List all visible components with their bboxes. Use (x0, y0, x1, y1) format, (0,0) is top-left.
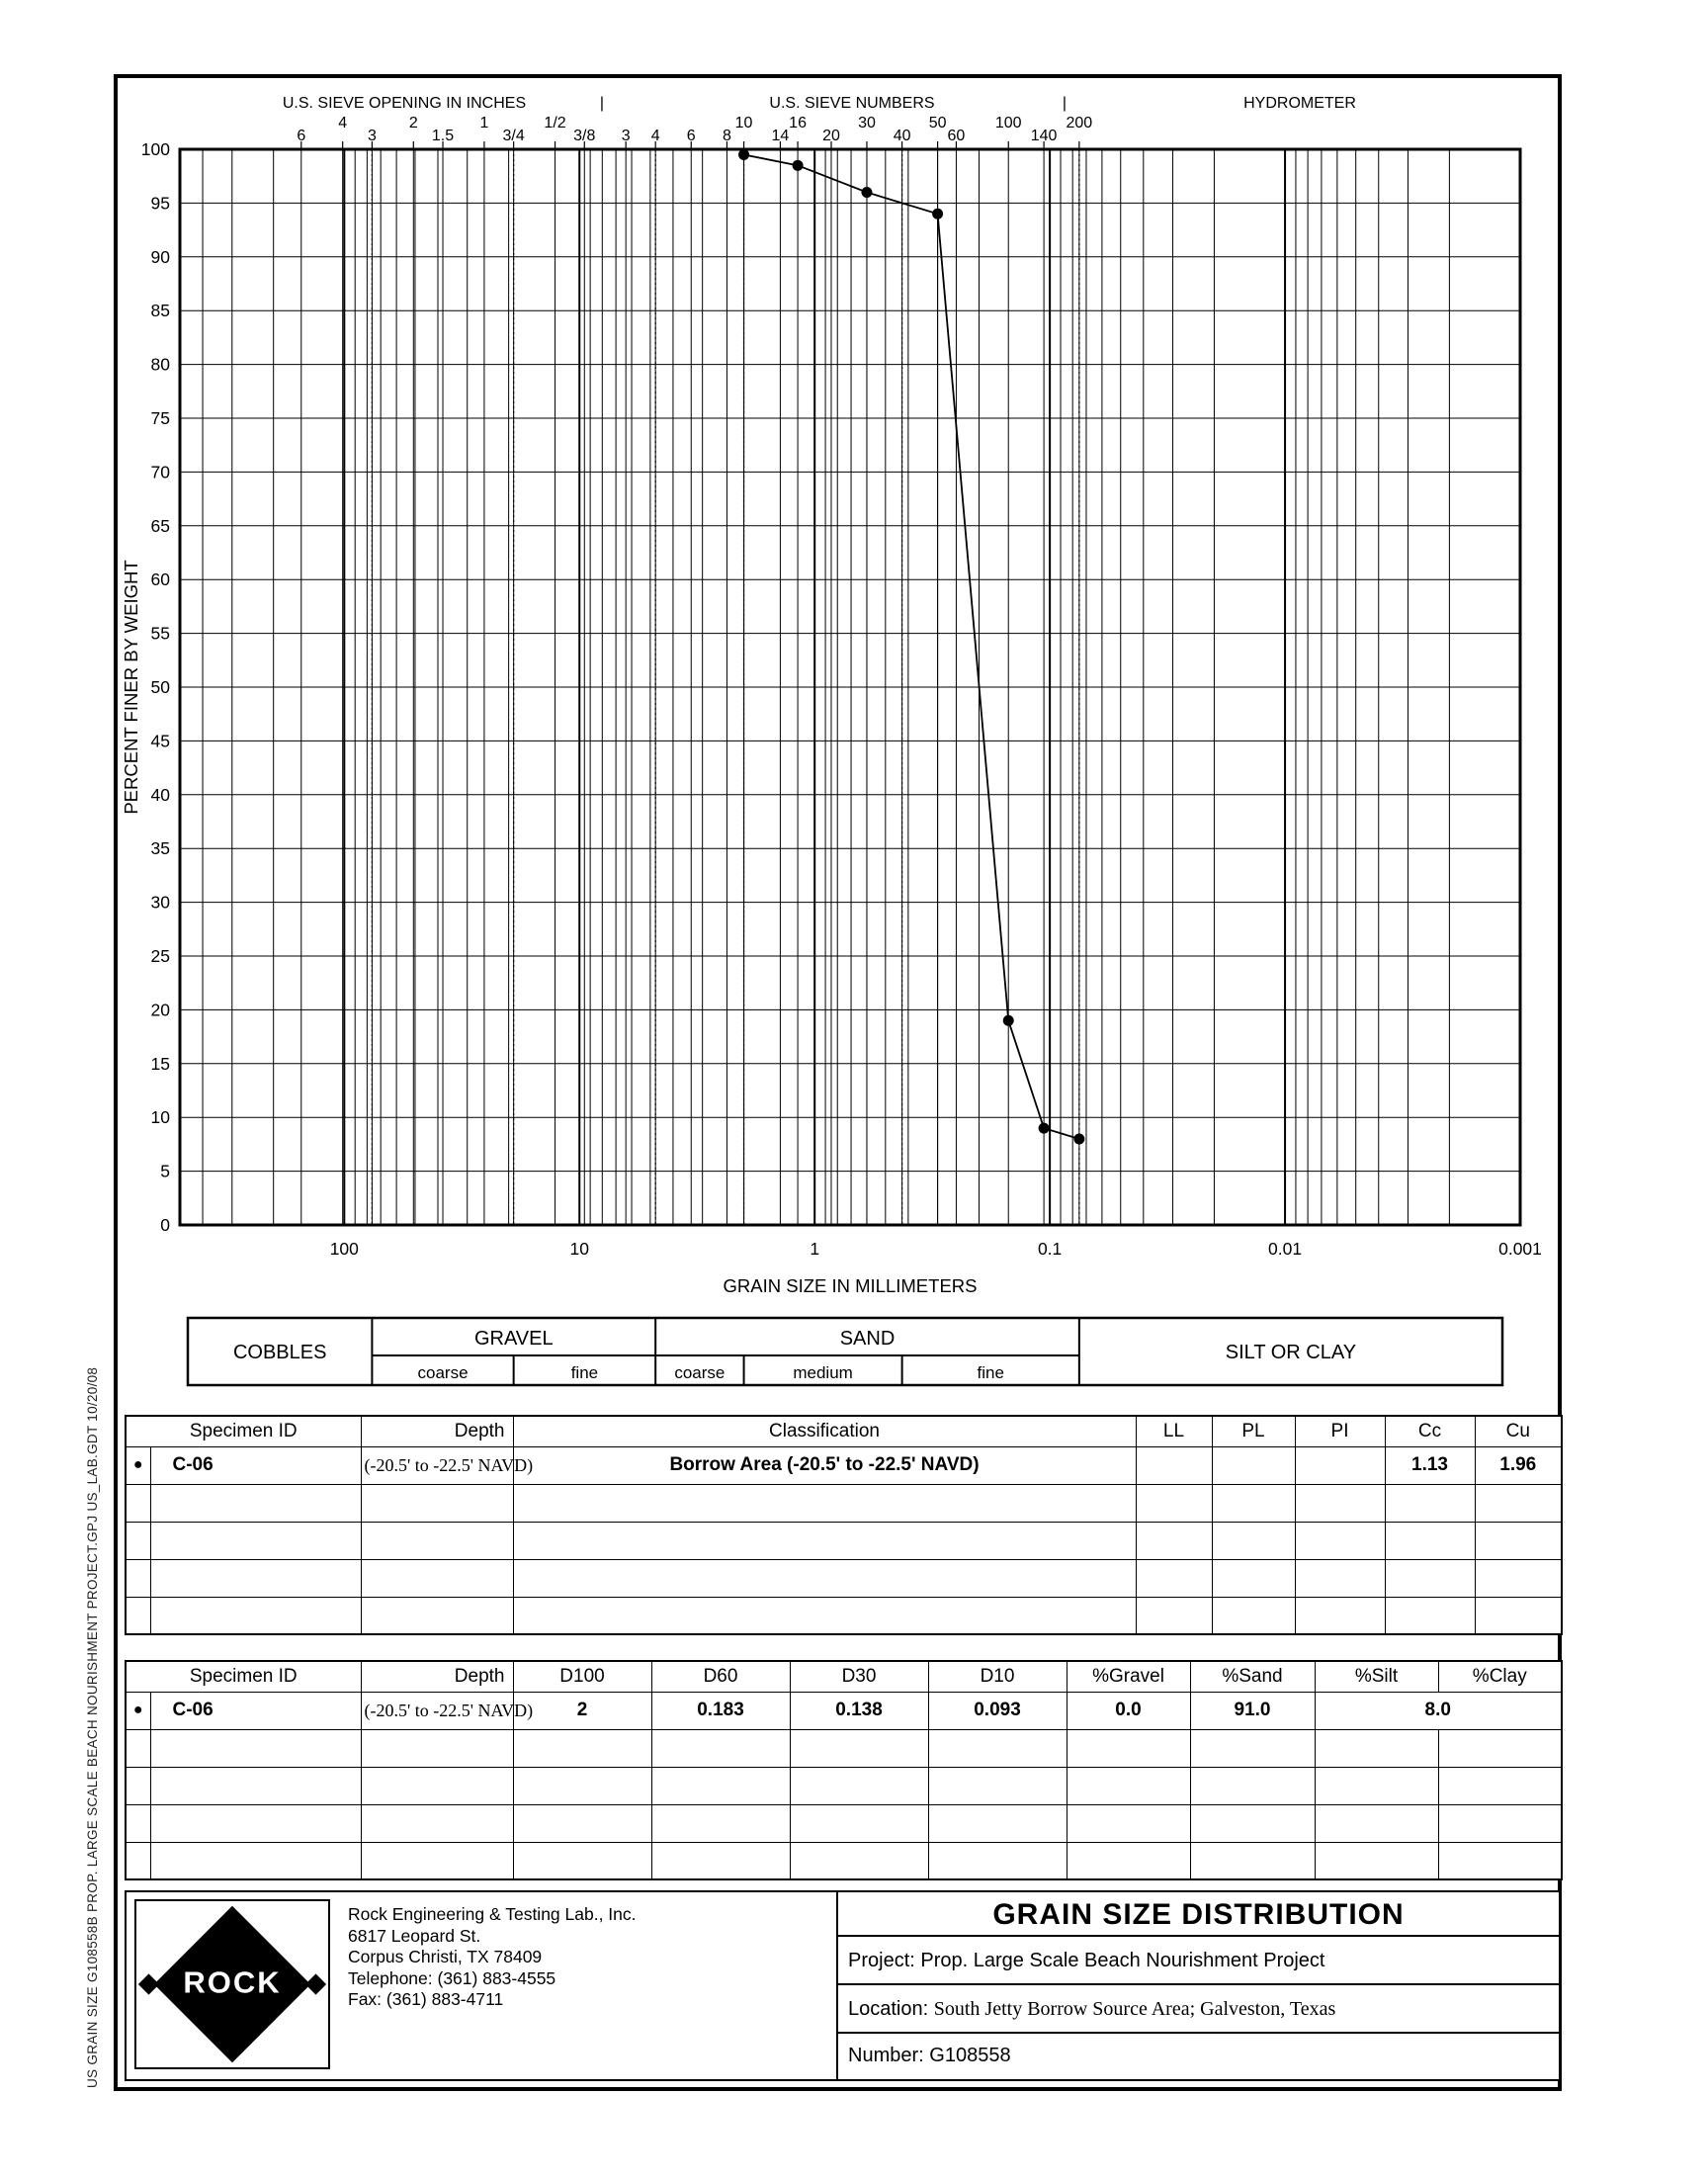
fraction-gravel-coarse-label: coarse (417, 1363, 469, 1382)
axis-header-inches: U.S. SIEVE OPENING IN INCHES (282, 95, 527, 112)
sieve-label: 8 (723, 128, 731, 144)
col-pct-gravel: %Gravel (1067, 1661, 1190, 1692)
data-point (1073, 1133, 1084, 1144)
grain-size-distribution-chart (118, 78, 1558, 1393)
y-tick-label: 70 (150, 462, 170, 482)
pl (1212, 1446, 1295, 1484)
fraction-sand-label: SAND (839, 1328, 896, 1350)
fraction-gravel-label: GRAVEL (473, 1328, 554, 1350)
table-row (126, 1446, 1562, 1484)
sieve-label: 3 (621, 128, 631, 144)
pct-sand: 91.0 (1190, 1692, 1315, 1729)
report-title: GRAIN SIZE DISTRIBUTION (838, 1892, 1559, 1937)
y-tick-label: 65 (150, 515, 170, 536)
number-label: Number: (848, 2045, 924, 2066)
y-tick-label: 0 (160, 1215, 170, 1235)
y-tick-label: 45 (150, 731, 170, 751)
y-tick-label: 25 (150, 946, 170, 966)
empty-row (126, 1559, 1562, 1597)
fraction-cobbles-label: COBBLES (232, 1342, 327, 1363)
col-pl: PL (1212, 1416, 1295, 1446)
file-info-vertical-text: US GRAIN SIZE G108558B PROP. LARGE SCALE BEACH NOURISHMENT PROJECT.GPJ US_LAB.GDT 10/20/08 (85, 1366, 100, 2088)
sieve-label: 3/8 (573, 128, 596, 144)
col-d100: D100 (513, 1661, 651, 1692)
axis-header-separator: | (1062, 95, 1068, 112)
sieve-label: 140 (1030, 128, 1058, 144)
col-d60: D60 (651, 1661, 790, 1692)
y-tick-label: 50 (150, 677, 170, 697)
project-row (838, 1937, 1559, 1985)
empty-row (126, 1767, 1562, 1804)
col-depth: Depth (361, 1416, 513, 1446)
x-tick-label: 1 (810, 1239, 820, 1259)
x-tick-label: 0.001 (1498, 1239, 1542, 1259)
gradation-table (125, 1660, 1563, 1880)
empty-row (126, 1804, 1562, 1842)
project-label: Project: (848, 1950, 915, 1971)
d10: 0.093 (928, 1692, 1067, 1729)
specimen-id: C-06 (150, 1446, 361, 1484)
sieve-label: 30 (858, 115, 876, 131)
sieve-label: 40 (893, 128, 911, 144)
y-tick-label: 20 (150, 1000, 170, 1020)
classification: Borrow Area (-20.5' to -22.5' NAVD) (513, 1446, 1136, 1484)
y-tick-label: 95 (150, 193, 170, 214)
col-specimen-id: Specimen ID (126, 1661, 361, 1692)
sieve-label: 2 (408, 115, 418, 131)
x-tick-label: 0.1 (1037, 1239, 1063, 1259)
gradation-curve (744, 154, 1079, 1139)
x-tick-label: 10 (569, 1239, 589, 1259)
report-info (836, 1892, 1559, 2079)
col-d30: D30 (790, 1661, 928, 1692)
fraction-sand-coarse-label: coarse (674, 1363, 726, 1382)
sieve-label: 10 (734, 115, 753, 131)
specimen-id: C-06 (150, 1692, 361, 1729)
x-tick-label: 100 (329, 1239, 359, 1259)
logo-text: ROCK (183, 1964, 282, 2000)
sieve-label: 4 (338, 115, 348, 131)
number-value: G108558 (929, 2045, 1011, 2066)
sieve-label: 1.5 (431, 128, 455, 144)
empty-row (126, 1597, 1562, 1634)
sieve-label: 100 (994, 115, 1022, 131)
company-info (348, 1904, 637, 2011)
number-row (838, 2034, 1559, 2077)
empty-row (126, 1842, 1562, 1879)
col-depth: Depth (361, 1661, 513, 1692)
col-cc: Cc (1385, 1416, 1475, 1446)
y-tick-label: 100 (140, 139, 170, 159)
y-tick-label: 40 (150, 784, 170, 805)
classification-table (125, 1415, 1563, 1635)
cc: 1.13 (1385, 1446, 1475, 1484)
sieve-label: 20 (822, 128, 840, 144)
y-tick-label: 5 (160, 1161, 170, 1181)
project-value: Prop. Large Scale Beach Nourishment Project (920, 1950, 1325, 1971)
fraction-gravel-fine-label: fine (570, 1363, 599, 1382)
y-tick-label: 80 (150, 354, 170, 375)
sieve-label: 6 (686, 128, 696, 144)
empty-row (126, 1484, 1562, 1522)
company-logo (134, 1899, 330, 2069)
data-point (1039, 1123, 1050, 1134)
col-cu: Cu (1475, 1416, 1562, 1446)
data-point (793, 160, 804, 171)
sieve-label: 4 (650, 128, 660, 144)
y-tick-label: 35 (150, 838, 170, 859)
axis-header-separator: | (599, 95, 605, 112)
company-fax: Fax: (361) 883-4711 (348, 1989, 504, 2009)
col-specimen-id: Specimen ID (126, 1416, 361, 1446)
d60: 0.183 (651, 1692, 790, 1729)
y-tick-label: 10 (150, 1107, 170, 1128)
y-tick-label: 85 (150, 301, 170, 321)
location-value: South Jetty Borrow Source Area; Galveston, Texas (933, 1998, 1336, 2020)
data-point (738, 149, 749, 160)
x-axis-title: GRAIN SIZE IN MILLIMETERS (723, 1275, 978, 1296)
pi (1295, 1446, 1385, 1484)
pct-silt-clay: 8.0 (1315, 1692, 1562, 1729)
fraction-silt-or-clay-label: SILT OR CLAY (1225, 1342, 1357, 1363)
col-pi: PI (1295, 1416, 1385, 1446)
sieve-label: 3 (367, 128, 377, 144)
table-header-row (126, 1416, 1562, 1446)
data-point (861, 187, 872, 198)
sieve-label: 1/2 (544, 115, 566, 131)
col-pct-silt: %Silt (1315, 1661, 1438, 1692)
depth: (-20.5' to -22.5' NAVD) (361, 1692, 513, 1729)
axis-header-numbers: U.S. SIEVE NUMBERS (769, 95, 935, 112)
company-phone: Telephone: (361) 883-4555 (348, 1967, 556, 1988)
d30: 0.138 (790, 1692, 928, 1729)
sieve-label: 16 (789, 115, 807, 131)
sieve-label: 60 (947, 128, 966, 144)
col-classification: Classification (513, 1416, 1136, 1446)
y-tick-label: 60 (150, 569, 170, 590)
sieve-label: 200 (1066, 115, 1093, 131)
y-tick-label: 15 (150, 1053, 170, 1074)
empty-row (126, 1522, 1562, 1559)
company-city: Corpus Christi, TX 78409 (348, 1947, 543, 1966)
data-point (932, 209, 943, 219)
title-block (125, 1890, 1561, 2081)
depth: (-20.5' to -22.5' NAVD) (361, 1446, 513, 1484)
company-name: Rock Engineering & Testing Lab., Inc. (348, 1904, 637, 1924)
sieve-label: 3/4 (502, 128, 525, 144)
table-header-row (126, 1661, 1562, 1692)
table-row (126, 1692, 1562, 1729)
col-pct-sand: %Sand (1190, 1661, 1315, 1692)
y-tick-label: 90 (150, 246, 170, 267)
report-page (114, 74, 1562, 2091)
empty-row (126, 1729, 1562, 1767)
specimen-symbol: ● (126, 1692, 150, 1729)
col-d10: D10 (928, 1661, 1067, 1692)
axis-header-hydrometer: HYDROMETER (1243, 95, 1356, 112)
y-tick-label: 30 (150, 892, 170, 913)
cu: 1.96 (1475, 1446, 1562, 1484)
sieve-label: 6 (297, 128, 306, 144)
specimen-symbol: ● (126, 1446, 150, 1484)
fraction-sand-fine-label: fine (977, 1363, 1004, 1382)
sieve-label: 50 (928, 115, 947, 131)
col-pct-clay: %Clay (1438, 1661, 1562, 1692)
y-tick-label: 55 (150, 623, 170, 644)
data-point (1003, 1015, 1014, 1026)
sieve-label: 14 (771, 128, 790, 144)
x-tick-label: 0.01 (1268, 1239, 1303, 1259)
y-tick-label: 75 (150, 408, 170, 428)
pct-gravel: 0.0 (1067, 1692, 1190, 1729)
sieve-label: 1 (479, 115, 489, 131)
location-label: Location: (848, 1998, 929, 2020)
d100: 2 (513, 1692, 651, 1729)
ll (1136, 1446, 1212, 1484)
location-row (838, 1985, 1559, 2034)
y-axis-title: PERCENT FINER BY WEIGHT (121, 560, 141, 815)
fraction-sand-medium-label: medium (793, 1363, 853, 1382)
company-street: 6817 Leopard St. (348, 1925, 481, 1946)
col-ll: LL (1136, 1416, 1212, 1446)
